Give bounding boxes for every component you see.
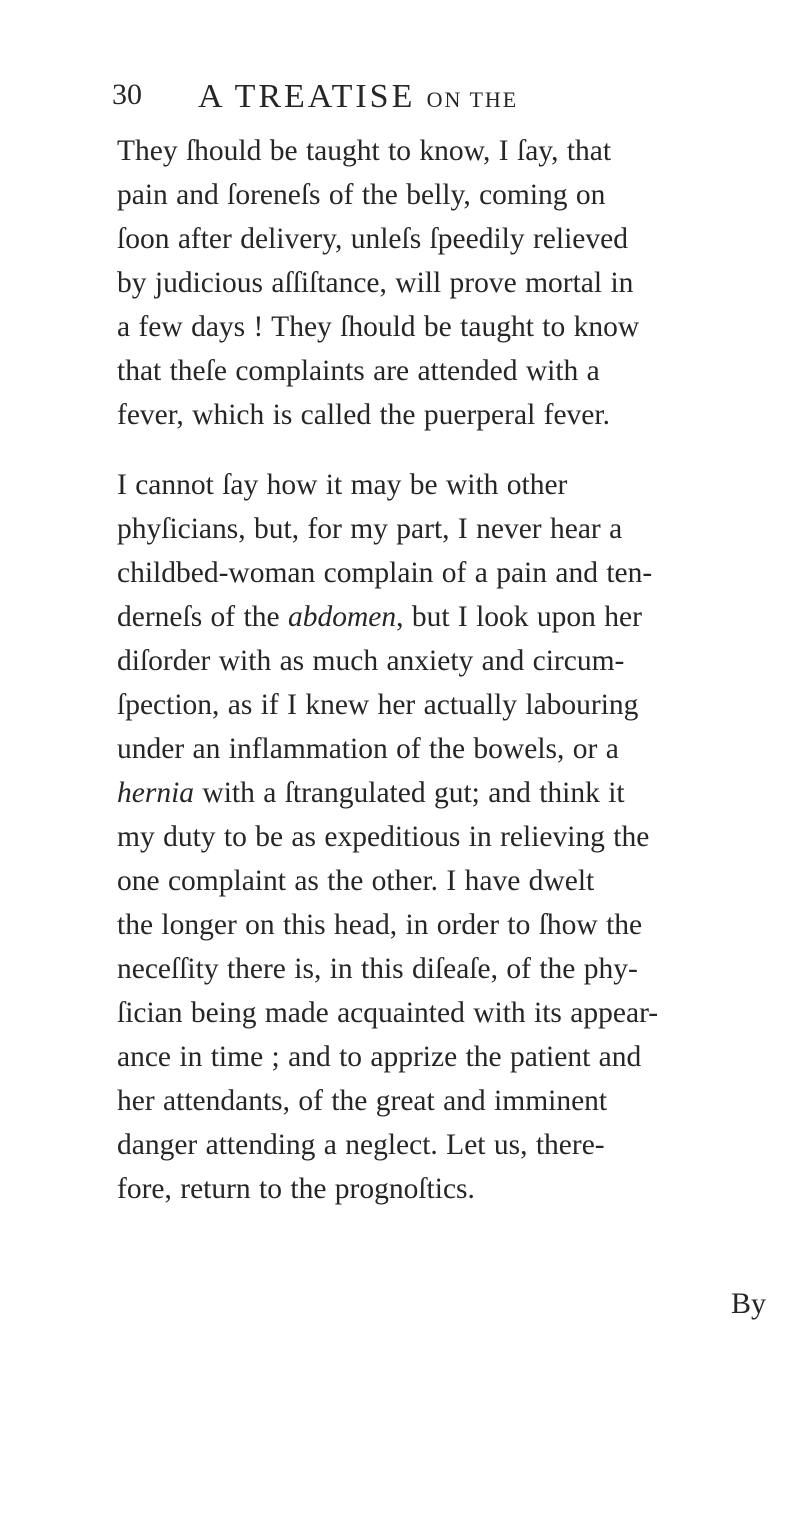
- text-line: diſorder with as much anxiety and circum-: [117, 645, 625, 677]
- text-line: danger attending a neglect. Let us, there-: [117, 1129, 605, 1161]
- text-line: the longer on this head, in order to ſhow the: [117, 909, 643, 941]
- running-title-main: A TREATISE: [198, 78, 416, 115]
- page-number: 30: [112, 78, 142, 111]
- text-line: my duty to be as expeditious in relieving the: [117, 821, 650, 853]
- text-line: phyſicians, but, for my part, I never hear a: [117, 513, 623, 545]
- text-line: one complaint as the other. I have dwelt: [117, 865, 595, 897]
- text-line: that theſe complaints are attended with a: [117, 355, 600, 387]
- text-line: childbed-woman complain of a pain and ten-: [117, 557, 653, 589]
- text-line: They ſhould be taught to know, I ſay, that: [117, 135, 612, 167]
- text-line: [117, 775, 625, 811]
- italic-term-hernia: hernia: [117, 777, 195, 809]
- italic-term-abdomen: abdomen: [287, 601, 397, 633]
- text-line: a few days ! They ſhould be taught to know: [117, 311, 640, 343]
- text-line: pain and ſoreneſs of the belly, coming on: [117, 179, 606, 211]
- text-line: fore, return to the prognoſtics.: [117, 1173, 475, 1205]
- text-line: ſician being made acquainted with its appear-: [117, 997, 659, 1029]
- text-segment: derneſs of the: [117, 601, 288, 633]
- text-segment: with a ſtrangulated gut; and think it: [194, 777, 625, 809]
- text-line: by judicious aſſiſtance, will prove mortal in: [117, 267, 634, 299]
- text-line: under an inflammation of the bowels, or a: [117, 733, 619, 765]
- text-line: I cannot ſay how it may be with other: [117, 469, 568, 501]
- text-line: ance in time ; and to apprize the patient and: [117, 1041, 642, 1073]
- text-segment: , but I look upon her: [396, 601, 642, 633]
- text-line: her attendants, of the great and imminent: [117, 1085, 608, 1117]
- text-line: ſoon after delivery, unleſs ſpeedily relieved: [117, 223, 628, 255]
- text-line: [117, 599, 642, 635]
- running-title-tail: ON THE: [426, 87, 519, 112]
- text-line: ſpection, as if I knew her actually labouring: [117, 689, 639, 721]
- catchword: By: [731, 1287, 767, 1320]
- text-line: neceſſity there is, in this diſeaſe, of the phy-: [117, 953, 638, 985]
- running-head: [112, 78, 692, 120]
- text-line: fever, which is called the puerperal fever.: [117, 399, 610, 431]
- running-title: [198, 78, 518, 116]
